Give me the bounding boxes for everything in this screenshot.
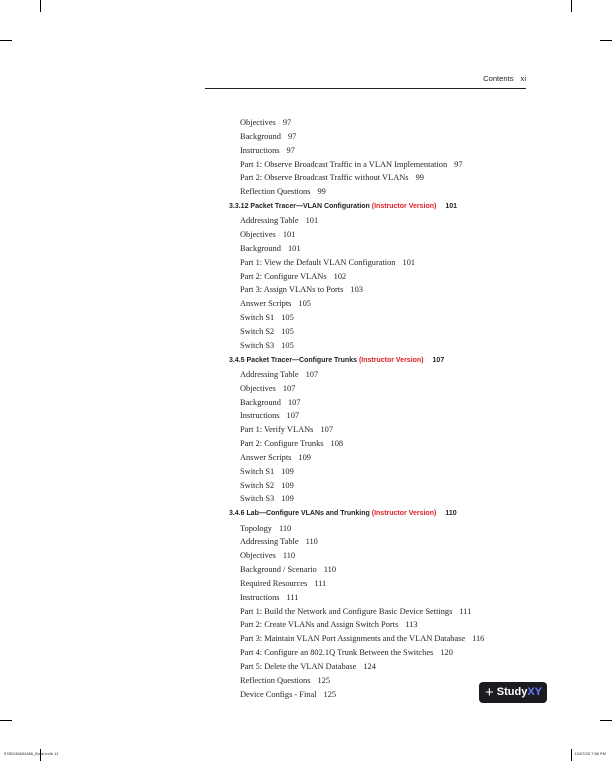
- toc-entry-title: Part 3: Assign VLANs to Ports: [240, 285, 344, 295]
- toc-page-number: 110: [282, 551, 296, 561]
- toc-entry: [229, 297, 529, 311]
- toc-page-number: 125: [323, 689, 337, 699]
- toc-page-number: 110: [278, 523, 292, 533]
- toc-page-number: 107: [282, 383, 296, 393]
- toc-entry: [229, 646, 529, 660]
- toc-entry: [229, 632, 529, 646]
- toc-page-number: 111: [459, 606, 472, 616]
- toc-entry: [229, 396, 529, 410]
- toc-page-number: 110: [323, 565, 337, 575]
- toc-entry-title: Reflection Questions: [240, 187, 311, 197]
- running-header: [205, 74, 526, 89]
- toc-entry: [229, 185, 529, 199]
- toc-entry-title: Part 5: Delete the VLAN Database: [240, 661, 357, 671]
- toc-entry: [229, 563, 529, 577]
- toc-entry-title: Part 1: Build the Network and Configure Basic Device Settings: [240, 606, 453, 616]
- toc-entry-title: Part 2: Observe Broadcast Traffic without VLANs: [240, 173, 409, 183]
- toc-page-number: 99: [415, 173, 424, 183]
- plus-icon: +: [485, 684, 494, 701]
- toc-entry: [229, 535, 529, 549]
- toc-entry: [229, 116, 529, 130]
- toc-section-entry: [229, 199, 529, 214]
- toc-entry: [229, 171, 529, 185]
- logo-xy: XY: [527, 686, 543, 698]
- toc-entry-title: Part 1: View the Default VLAN Configuration: [240, 257, 396, 267]
- toc-entry-title: Switch S2: [240, 480, 275, 490]
- toc-entry-title: Objectives: [240, 118, 276, 127]
- studyxy-logo: [479, 682, 547, 703]
- toc-entry-title: Topology: [240, 523, 272, 533]
- toc-page-number: 107: [286, 411, 300, 421]
- toc-entry-title: Part 1: Verify VLANs: [240, 425, 314, 435]
- crop-mark: [571, 749, 572, 761]
- header-page-number: xi: [520, 74, 526, 83]
- toc-entry: [229, 522, 529, 536]
- crop-mark: [0, 40, 12, 41]
- crop-mark: [571, 0, 572, 12]
- toc-entry: [229, 577, 529, 591]
- toc-entry: [229, 256, 529, 270]
- toc-page-number: 105: [281, 340, 294, 350]
- toc-entry-title: Part 2: Configure VLANs: [240, 271, 327, 281]
- toc-entry-title: Background: [240, 131, 281, 141]
- toc-entry-title: Switch S1: [240, 466, 275, 476]
- toc-entry-title: Addressing Table: [240, 369, 299, 379]
- toc-page-number: 97: [287, 131, 297, 141]
- toc-page-number: 124: [363, 661, 376, 671]
- toc-entry-title: Background: [240, 243, 281, 253]
- toc-page-number: 102: [333, 271, 347, 281]
- toc-entry-title: Part 2: Create VLANs and Assign Switch Ports: [240, 620, 399, 630]
- toc-page-number: 109: [281, 494, 294, 504]
- toc-entry-title: Reflection Questions: [240, 675, 311, 685]
- toc-entry-title: Instructions: [240, 145, 280, 155]
- toc-page-number: 120: [440, 648, 453, 658]
- header-title: Contents: [483, 74, 514, 83]
- instructor-version-tag: (Instructor Version): [371, 203, 437, 211]
- toc-page-number: 105: [298, 299, 311, 309]
- toc-entry: [229, 144, 529, 158]
- toc-entry: [229, 492, 529, 506]
- toc-page-number: 103: [350, 285, 363, 295]
- toc-page-number: 107: [320, 425, 333, 435]
- toc-entry-title: Part 4: Configure an 802.1Q Trunk Between the Switches: [240, 648, 434, 658]
- toc-page-number: 107: [305, 369, 319, 379]
- toc-page-number: 101: [402, 257, 416, 267]
- print-slug-file: 9780136634386_Book.indb 11: [4, 751, 59, 756]
- toc-page-number: 108: [330, 439, 344, 449]
- toc-page-number: 105: [281, 313, 294, 323]
- toc-entry: [229, 465, 529, 479]
- toc-entry: [229, 618, 529, 632]
- toc-entry: [229, 339, 529, 353]
- instructor-version-tag: (Instructor Version): [358, 356, 424, 364]
- print-slug-date: 10/07/20 7:56 PM: [574, 751, 606, 756]
- toc-page-number: 101: [282, 230, 296, 240]
- toc-entry-title: Addressing Table: [240, 216, 299, 226]
- toc-entry-title: Instructions: [240, 592, 280, 602]
- toc-page-number: 109: [298, 452, 311, 462]
- toc-entry-title: Objectives: [240, 551, 276, 561]
- toc-entry: [229, 437, 529, 451]
- toc-entry-title: Switch S3: [240, 340, 275, 350]
- toc-entry-title: Switch S3: [240, 494, 275, 504]
- crop-mark: [600, 40, 612, 41]
- toc-entry: [229, 660, 529, 674]
- toc-entry-title: Objectives: [240, 230, 276, 240]
- toc-page-number: 99: [317, 187, 326, 197]
- logo-study: Study: [496, 686, 528, 698]
- toc-entry: [229, 409, 529, 423]
- toc-page-number: 110: [445, 510, 457, 518]
- toc-page-number: 107: [287, 397, 301, 407]
- toc-entry: [229, 549, 529, 563]
- toc-entry-title: Objectives: [240, 383, 276, 393]
- toc-entry-title: Answer Scripts: [240, 452, 292, 462]
- toc-page-number: 101: [287, 243, 301, 253]
- toc-entry-title: Part 3: Maintain VLAN Port Assignments and the VLAN Database: [240, 634, 466, 644]
- toc-entry: [229, 311, 529, 325]
- toc-page-number: 110: [305, 537, 318, 547]
- toc-entry-title: Switch S1: [240, 313, 275, 323]
- toc-page-number: 107: [432, 356, 445, 364]
- toc-entry-title: Part 2: Configure Trunks: [240, 439, 324, 449]
- toc-page-number: 116: [472, 634, 485, 644]
- toc-entry: [229, 130, 529, 144]
- toc-page-number: 125: [317, 675, 331, 685]
- toc-entry-title: Device Configs - Final: [240, 689, 317, 699]
- toc-page-number: 111: [314, 578, 327, 588]
- toc-entry: [229, 605, 529, 619]
- toc-entry: [229, 270, 529, 284]
- toc-entry: [229, 479, 529, 493]
- crop-mark: [40, 0, 41, 12]
- toc-entry: [229, 591, 529, 605]
- toc-entry: [229, 242, 529, 256]
- toc-page-number: 97: [286, 145, 295, 155]
- toc-page-number: 101: [445, 203, 458, 211]
- table-of-contents: [229, 116, 529, 701]
- toc-entry: [229, 382, 529, 396]
- toc-section-entry: [229, 506, 529, 521]
- toc-page-number: 109: [281, 466, 294, 476]
- toc-page-number: 109: [281, 480, 294, 490]
- toc-entry-title: 3.4.5 Packet Tracer—Configure Trunks: [229, 356, 359, 364]
- toc-entry-title: Switch S2: [240, 327, 275, 336]
- crop-mark: [600, 720, 612, 721]
- toc-entry: [229, 283, 529, 297]
- crop-mark: [0, 720, 12, 721]
- toc-entry-title: Required Resources: [240, 578, 308, 588]
- toc-entry: [229, 368, 529, 382]
- toc-section-entry: [229, 353, 529, 368]
- toc-entry-title: 3.4.6 Lab—Configure VLANs and Trunking: [229, 510, 372, 518]
- toc-entry-title: Background: [240, 397, 281, 407]
- toc-entry: [229, 214, 529, 228]
- toc-page-number: 97: [454, 159, 463, 169]
- toc-entry: [229, 423, 529, 437]
- toc-entry-title: 3.3.12 Packet Tracer—VLAN Configuration: [229, 203, 372, 211]
- instructor-version-tag: (Instructor Version): [371, 510, 437, 518]
- toc-entry: [229, 228, 529, 242]
- toc-entry-title: Instructions: [240, 411, 280, 421]
- toc-entry-title: Answer Scripts: [240, 299, 292, 309]
- toc-entry-title: Background / Scenario: [240, 565, 317, 575]
- toc-page-number: 111: [286, 592, 299, 602]
- toc-entry: [229, 158, 529, 172]
- toc-page-number: 97: [282, 118, 292, 127]
- toc-entry-title: Part 1: Observe Broadcast Traffic in a VLAN Implementation: [240, 159, 448, 169]
- toc-entry: [229, 451, 529, 465]
- toc-page-number: 113: [405, 620, 418, 630]
- toc-page-number: 105: [281, 327, 294, 336]
- toc-entry: [229, 325, 529, 339]
- toc-entry-title: Addressing Table: [240, 537, 299, 547]
- toc-page-number: 101: [305, 216, 319, 226]
